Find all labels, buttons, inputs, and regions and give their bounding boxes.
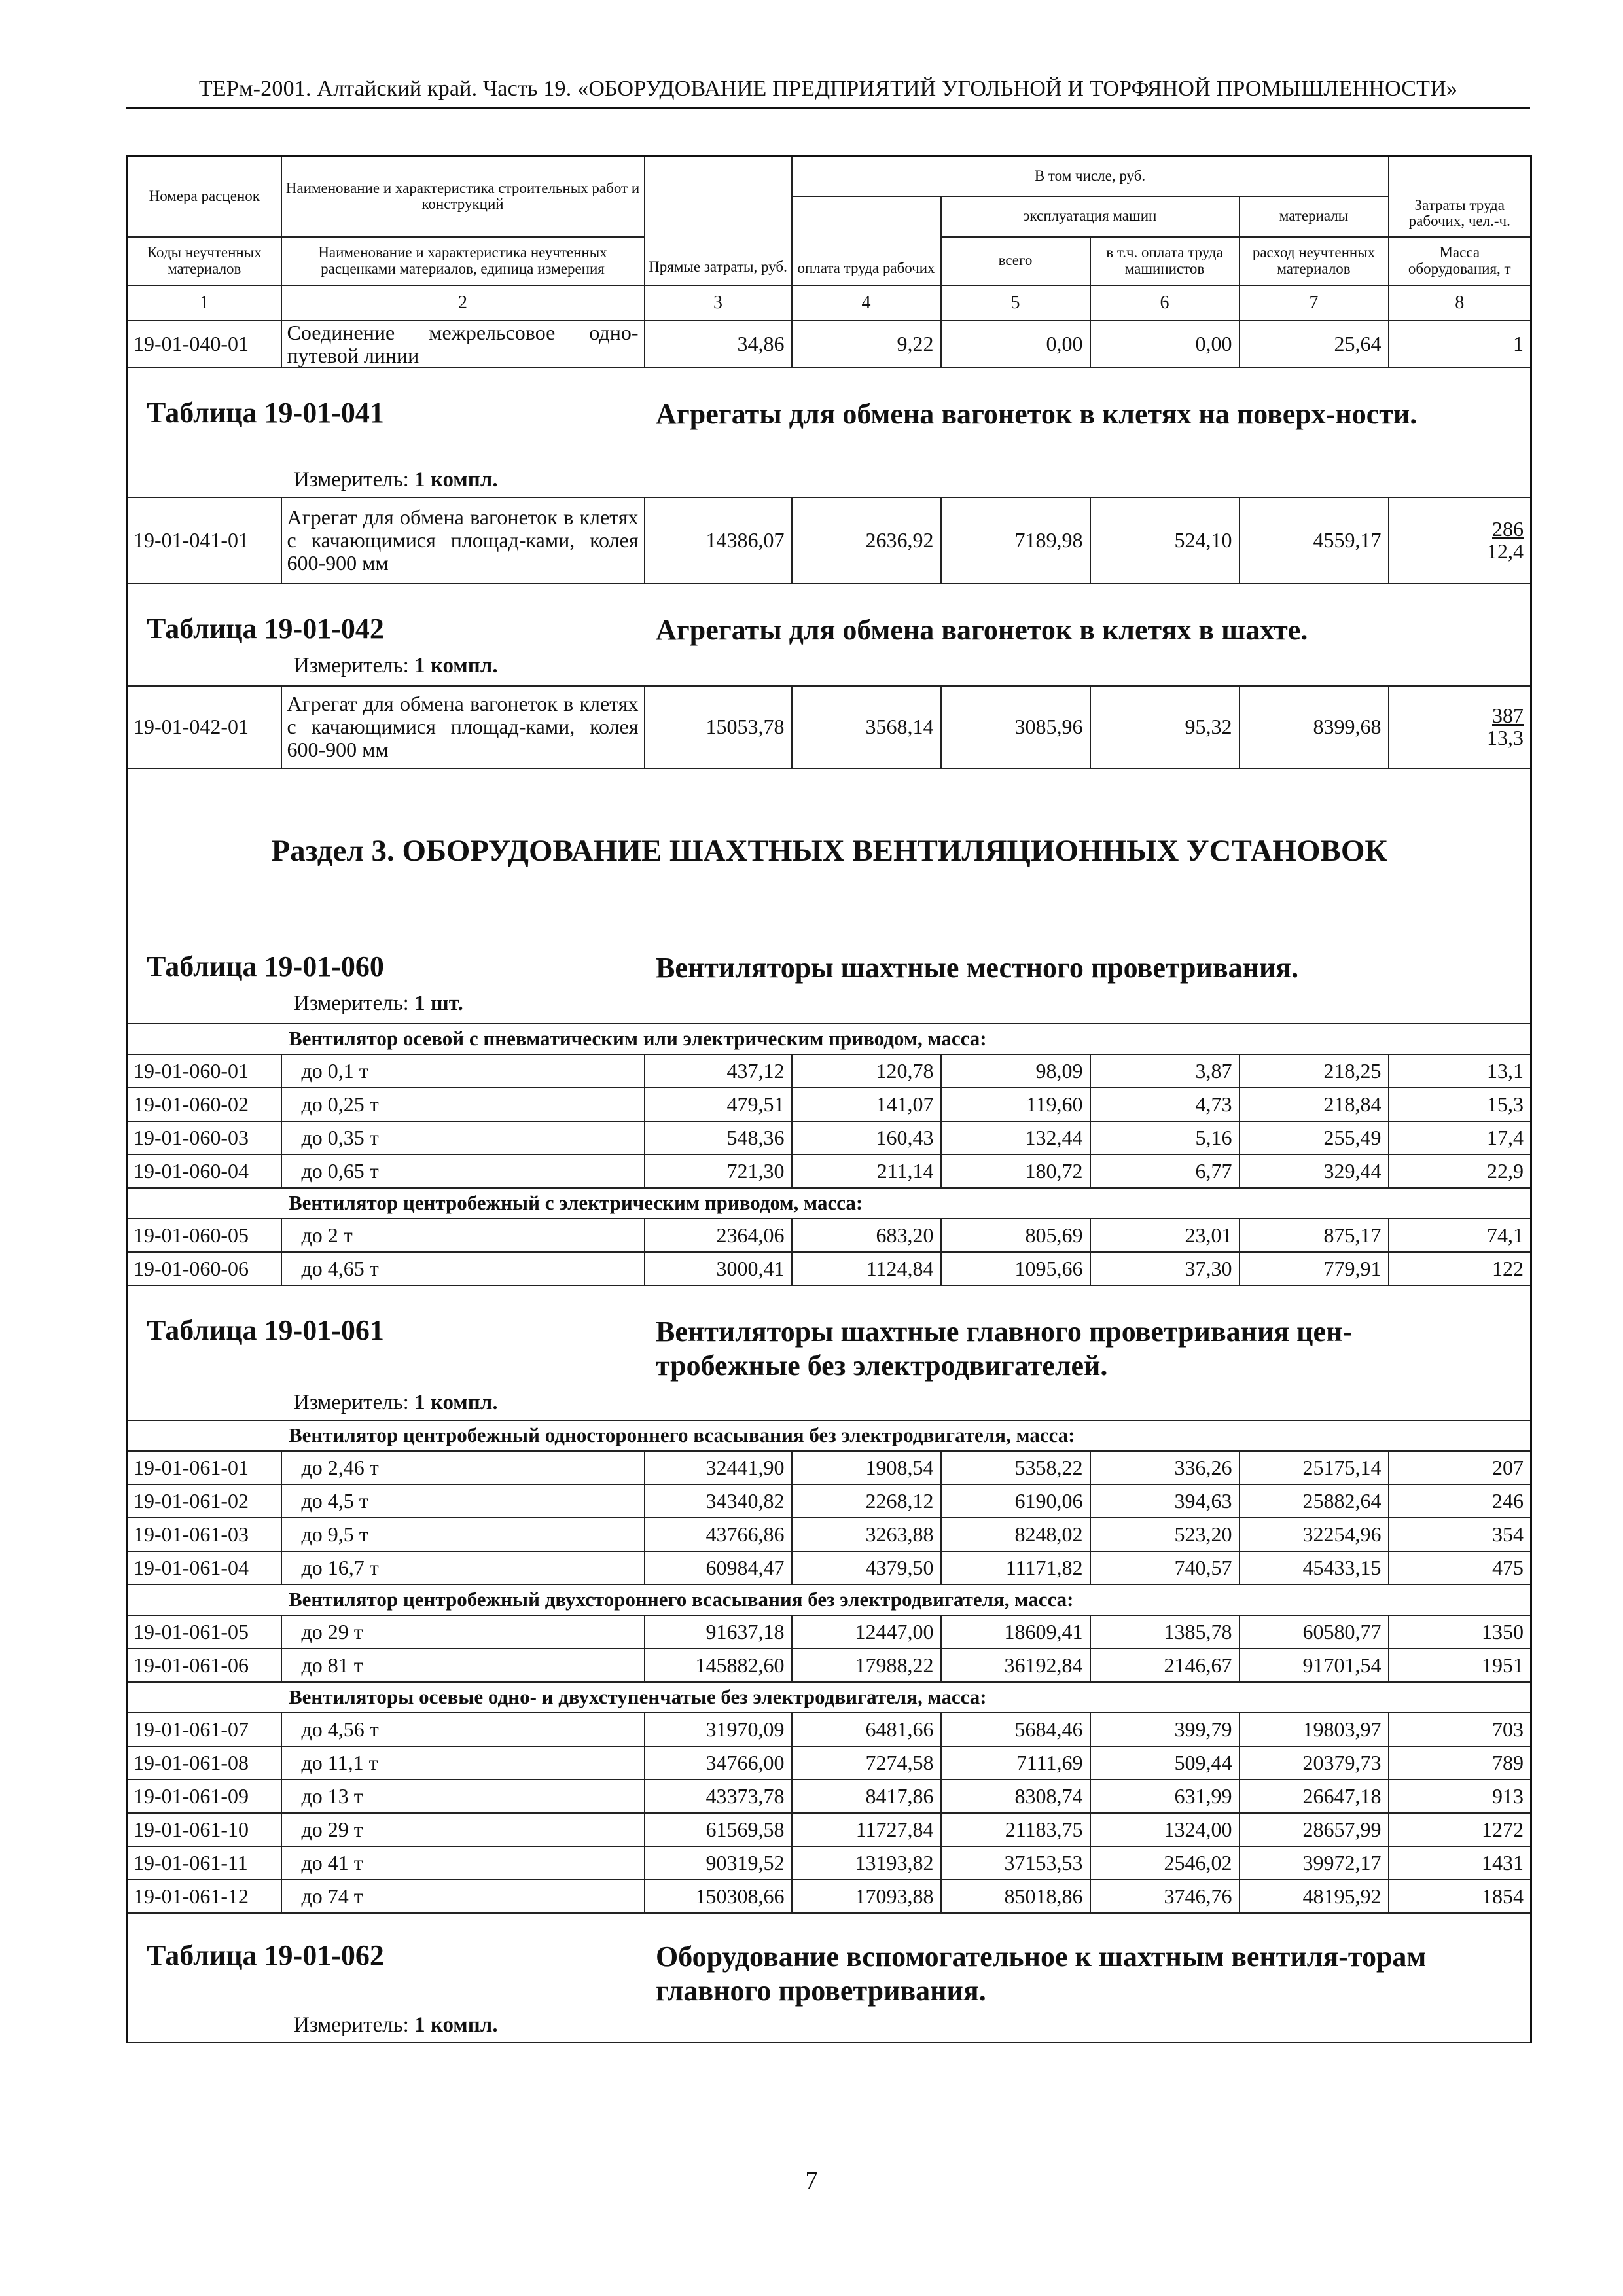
- table-row: [128, 1252, 1531, 1285]
- materials-cost: 779,91: [1240, 1252, 1389, 1285]
- materials-cost: 20379,73: [1240, 1746, 1389, 1780]
- machinists-wage: 0,00: [1090, 321, 1240, 368]
- rates-sheet: [126, 155, 1530, 2043]
- table-number: Таблица 19-01-061: [147, 1314, 384, 1346]
- rate-code: 19-01-061-01: [128, 1451, 281, 1484]
- table-row: [128, 1746, 1531, 1780]
- rate-code: 19-01-061-07: [128, 1713, 281, 1746]
- col-name-top: Наименование и характеристика строительных работ и конструкций: [281, 156, 645, 237]
- rate-name: до 11,1 т: [281, 1746, 645, 1780]
- direct-cost: 15053,78: [645, 686, 792, 768]
- labor-cost: 1350: [1389, 1615, 1531, 1649]
- table-block: [128, 368, 1531, 497]
- wage-cost: 9,22: [792, 321, 941, 368]
- direct-cost: 90319,52: [645, 1846, 792, 1880]
- rate-code: 19-01-061-09: [128, 1780, 281, 1813]
- header-rule: [126, 107, 1530, 109]
- measure-unit: Измеритель: 1 шт.: [294, 991, 463, 1015]
- machinists-wage: 394,63: [1090, 1484, 1240, 1518]
- table-row: [128, 1813, 1531, 1846]
- rate-code: 19-01-041-01: [128, 497, 281, 584]
- materials-cost: 255,49: [1240, 1121, 1389, 1155]
- labor-cost: 1272: [1389, 1813, 1531, 1846]
- labor-mass-fraction: [1389, 497, 1531, 584]
- direct-cost: 145882,60: [645, 1649, 792, 1682]
- table-title: Агрегаты для обмена вагонеток в клетях в шахте.: [656, 613, 1308, 646]
- direct-cost: 61569,58: [645, 1813, 792, 1846]
- labor-cost: 122: [1389, 1252, 1531, 1285]
- machines-cost: 7111,69: [941, 1746, 1090, 1780]
- materials-cost: 8399,68: [1240, 686, 1389, 768]
- page-number: 7: [805, 2167, 818, 2195]
- rate-name: до 0,35 т: [281, 1121, 645, 1155]
- wage-cost: 3263,88: [792, 1518, 941, 1551]
- rate-code: 19-01-060-05: [128, 1219, 281, 1252]
- machines-cost: 18609,41: [941, 1615, 1090, 1649]
- table-row: [128, 497, 1531, 584]
- wage-cost: 11727,84: [792, 1813, 941, 1846]
- rate-name: до 16,7 т: [281, 1551, 645, 1585]
- rate-name: до 0,65 т: [281, 1155, 645, 1188]
- col-labor: Затраты труда рабочих, чел.-ч.: [1389, 156, 1531, 237]
- machines-cost: 3085,96: [941, 686, 1090, 768]
- rate-name: Соединение межрельсовое одно-путевой линии: [281, 321, 645, 368]
- machinists-wage: 4,73: [1090, 1088, 1240, 1121]
- machines-cost: 6190,06: [941, 1484, 1090, 1518]
- table-row: [128, 1780, 1531, 1813]
- table-row: [128, 1846, 1531, 1880]
- machinists-wage: 23,01: [1090, 1219, 1240, 1252]
- machines-cost: 21183,75: [941, 1813, 1090, 1846]
- direct-cost: 479,51: [645, 1088, 792, 1121]
- table-row: [128, 1155, 1531, 1188]
- labor-cost: 22,9: [1389, 1155, 1531, 1188]
- direct-cost: 437,12: [645, 1054, 792, 1088]
- wage-cost: 2268,12: [792, 1484, 941, 1518]
- labor-cost: 387: [1492, 703, 1524, 727]
- labor-cost: 74,1: [1389, 1219, 1531, 1252]
- table-row: [128, 1088, 1531, 1121]
- wage-cost: 6481,66: [792, 1713, 941, 1746]
- wage-cost: 2636,92: [792, 497, 941, 584]
- materials-cost: 218,84: [1240, 1088, 1389, 1121]
- labor-cost: 17,4: [1389, 1121, 1531, 1155]
- machinists-wage: 6,77: [1090, 1155, 1240, 1188]
- machinists-wage: 336,26: [1090, 1451, 1240, 1484]
- wage-cost: 211,14: [792, 1155, 941, 1188]
- col-incl: В том числе, руб.: [792, 156, 1389, 196]
- direct-cost: 548,36: [645, 1121, 792, 1155]
- rate-code: 19-01-040-01: [128, 321, 281, 368]
- rate-name: до 2,46 т: [281, 1451, 645, 1484]
- section-block: [128, 768, 1531, 1024]
- machines-cost: 805,69: [941, 1219, 1090, 1252]
- wage-cost: 1908,54: [792, 1451, 941, 1484]
- materials-cost: 875,17: [1240, 1219, 1389, 1252]
- wage-cost: 160,43: [792, 1121, 941, 1155]
- machinists-wage: 2146,67: [1090, 1649, 1240, 1682]
- machines-cost: 1095,66: [941, 1252, 1090, 1285]
- machinists-wage: 524,10: [1090, 497, 1240, 584]
- machinists-wage: 2546,02: [1090, 1846, 1240, 1880]
- direct-cost: 150308,66: [645, 1880, 792, 1913]
- rate-code: 19-01-061-12: [128, 1880, 281, 1913]
- materials-cost: 25175,14: [1240, 1451, 1389, 1484]
- table-title: Оборудование вспомогательное к шахтным вентиля-торам главного проветривания.: [656, 1940, 1427, 2007]
- materials-cost: 39972,17: [1240, 1846, 1389, 1880]
- col-machines: эксплуатация машин: [941, 196, 1240, 237]
- col-index: 5: [941, 285, 1090, 321]
- machinists-wage: 3746,76: [1090, 1880, 1240, 1913]
- equipment-mass: 13,3: [1487, 725, 1524, 749]
- table-row: [128, 1551, 1531, 1585]
- direct-cost: 3000,41: [645, 1252, 792, 1285]
- col-index: 7: [1240, 285, 1389, 321]
- direct-cost: 34766,00: [645, 1746, 792, 1780]
- rate-code: 19-01-061-04: [128, 1551, 281, 1585]
- direct-cost: 32441,90: [645, 1451, 792, 1484]
- materials-cost: 19803,97: [1240, 1713, 1389, 1746]
- rows-group: [128, 1615, 1531, 1682]
- machinists-wage: 1385,78: [1090, 1615, 1240, 1649]
- rate-code: 19-01-061-05: [128, 1615, 281, 1649]
- measure-unit: Измеритель: 1 компл.: [294, 2013, 498, 2037]
- table-row: [128, 1451, 1531, 1484]
- machines-cost: 36192,84: [941, 1649, 1090, 1682]
- wage-cost: 17093,88: [792, 1880, 941, 1913]
- wage-cost: 683,20: [792, 1219, 941, 1252]
- equipment-mass: 12,4: [1487, 539, 1524, 563]
- rate-code: 19-01-061-02: [128, 1484, 281, 1518]
- rate-name: до 29 т: [281, 1615, 645, 1649]
- col-index: 6: [1090, 285, 1240, 321]
- col-code-top: Номера расценок: [128, 156, 281, 237]
- materials-cost: 60580,77: [1240, 1615, 1389, 1649]
- rate-name: до 74 т: [281, 1880, 645, 1913]
- rate-code: 19-01-061-11: [128, 1846, 281, 1880]
- machinists-wage: 523,20: [1090, 1518, 1240, 1551]
- machinists-wage: 37,30: [1090, 1252, 1240, 1285]
- section-title: Раздел 3. ОБОРУДОВАНИЕ ШАХТНЫХ ВЕНТИЛЯЦИОННЫХ УСТАНОВОК: [271, 833, 1387, 868]
- wage-cost: 4379,50: [792, 1551, 941, 1585]
- rate-name: до 81 т: [281, 1649, 645, 1682]
- machines-cost: 5358,22: [941, 1451, 1090, 1484]
- rows-group: [128, 1219, 1531, 1285]
- rate-code: 19-01-060-04: [128, 1155, 281, 1188]
- wage-cost: 13193,82: [792, 1846, 941, 1880]
- table-block: [128, 1285, 1531, 1420]
- labor-cost: 1: [1389, 321, 1531, 368]
- running-header: ТЕРм-2001. Алтайский край. Часть 19. «ОБОРУДОВАНИЕ ПРЕДПРИЯТИЙ УГОЛЬНОЙ И ТОРФЯНОЙ ПРОМЫШЛЕННОСТИ»: [198, 77, 1458, 101]
- table-number: Таблица 19-01-041: [147, 396, 384, 429]
- machines-cost: 8308,74: [941, 1780, 1090, 1813]
- labor-cost: 13,1: [1389, 1054, 1531, 1088]
- measure-unit: Измеритель: 1 компл.: [294, 653, 498, 677]
- direct-cost: 721,30: [645, 1155, 792, 1188]
- machinists-wage: 5,16: [1090, 1121, 1240, 1155]
- labor-cost: 703: [1389, 1713, 1531, 1746]
- wage-cost: 141,07: [792, 1088, 941, 1121]
- labor-cost: 354: [1389, 1518, 1531, 1551]
- direct-cost: 43373,78: [645, 1780, 792, 1813]
- machinists-wage: 740,57: [1090, 1551, 1240, 1585]
- col-index: 8: [1389, 285, 1531, 321]
- labor-cost: 475: [1389, 1551, 1531, 1585]
- labor-cost: 1854: [1389, 1880, 1531, 1913]
- machinists-wage: 95,32: [1090, 686, 1240, 768]
- labor-cost: 15,3: [1389, 1088, 1531, 1121]
- table-block: [128, 584, 1531, 686]
- machines-cost: 0,00: [941, 321, 1090, 368]
- table-row: [128, 1054, 1531, 1088]
- rate-code: 19-01-061-08: [128, 1746, 281, 1780]
- machinists-wage: 631,99: [1090, 1780, 1240, 1813]
- direct-cost: 31970,09: [645, 1713, 792, 1746]
- machines-cost: 132,44: [941, 1121, 1090, 1155]
- machinists-wage: 1324,00: [1090, 1813, 1240, 1846]
- table-row: [128, 1713, 1531, 1746]
- table-row: [128, 1880, 1531, 1913]
- rate-code: 19-01-060-03: [128, 1121, 281, 1155]
- direct-cost: 14386,07: [645, 497, 792, 584]
- table-header: [128, 156, 1531, 321]
- col-mass: Масса оборудования, т: [1389, 237, 1531, 285]
- col-materials: материалы: [1240, 196, 1389, 237]
- table-title: Агрегаты для обмена вагонеток в клетях на поверх-ности.: [656, 397, 1418, 430]
- wage-cost: 12447,00: [792, 1615, 941, 1649]
- wage-cost: 8417,86: [792, 1780, 941, 1813]
- machines-cost: 119,60: [941, 1088, 1090, 1121]
- labor-cost: 1951: [1389, 1649, 1531, 1682]
- col-machines-total: всего: [941, 237, 1090, 285]
- rate-code: 19-01-060-06: [128, 1252, 281, 1285]
- materials-cost: 329,44: [1240, 1155, 1389, 1188]
- machines-cost: 98,09: [941, 1054, 1090, 1088]
- rate-name: Агрегат для обмена вагонеток в клетях с качающимися площад-ками, колея 600-900 мм: [281, 497, 645, 584]
- table-number: Таблица 19-01-042: [147, 612, 384, 645]
- col-direct: Прямые затраты, руб.: [645, 156, 792, 285]
- rows-group: [128, 1713, 1531, 1913]
- wage-cost: 17988,22: [792, 1649, 941, 1682]
- labor-cost: 1431: [1389, 1846, 1531, 1880]
- labor-mass-fraction: [1389, 686, 1531, 768]
- col-code-bottom: Коды неучтенных материалов: [128, 237, 281, 285]
- machines-cost: 8248,02: [941, 1518, 1090, 1551]
- labor-cost: 207: [1389, 1451, 1531, 1484]
- wage-cost: 1124,84: [792, 1252, 941, 1285]
- direct-cost: 34,86: [645, 321, 792, 368]
- materials-cost: 26647,18: [1240, 1780, 1389, 1813]
- col-machines-wage: в т.ч. оплата труда машинистов: [1090, 237, 1240, 285]
- rate-name: до 4,56 т: [281, 1713, 645, 1746]
- rate-name: до 0,25 т: [281, 1088, 645, 1121]
- table-body: [128, 321, 1531, 1054]
- col-name-bottom: Наименование и характеристика неучтенных расценками материалов, единица измерения: [281, 237, 645, 285]
- table-row: [128, 1649, 1531, 1682]
- table-number: Таблица 19-01-062: [147, 1939, 384, 1971]
- machines-cost: 11171,82: [941, 1551, 1090, 1585]
- materials-cost: 45433,15: [1240, 1551, 1389, 1585]
- rows-group: [128, 1451, 1531, 1585]
- rate-name: до 9,5 т: [281, 1518, 645, 1551]
- rate-name: до 41 т: [281, 1846, 645, 1880]
- table-number: Таблица 19-01-060: [147, 950, 384, 982]
- table-row: [128, 1484, 1531, 1518]
- subgroup-heading: Вентилятор центробежный с электрическим приводом, масса:: [128, 1188, 1531, 1219]
- subgroup-heading: Вентилятор центробежный двухстороннего всасывания без электродвигателя, масса:: [128, 1585, 1531, 1615]
- machinists-wage: 399,79: [1090, 1713, 1240, 1746]
- direct-cost: 91637,18: [645, 1615, 792, 1649]
- wage-cost: 120,78: [792, 1054, 941, 1088]
- labor-cost: 913: [1389, 1780, 1531, 1813]
- materials-cost: 91701,54: [1240, 1649, 1389, 1682]
- direct-cost: 34340,82: [645, 1484, 792, 1518]
- rows-group: [128, 1054, 1531, 1188]
- subgroup-heading: Вентилятор осевой с пневматическим или электрическим приводом, масса:: [128, 1024, 1531, 1054]
- machines-cost: 37153,53: [941, 1846, 1090, 1880]
- rate-name: до 29 т: [281, 1813, 645, 1846]
- measure-unit: Измеритель: 1 компл.: [294, 1390, 498, 1414]
- labor-cost: 789: [1389, 1746, 1531, 1780]
- measure-unit: Измеритель: 1 компл.: [294, 467, 498, 492]
- materials-cost: 4559,17: [1240, 497, 1389, 584]
- rate-code: 19-01-061-10: [128, 1813, 281, 1846]
- rate-code: 19-01-061-03: [128, 1518, 281, 1551]
- rate-code: 19-01-061-06: [128, 1649, 281, 1682]
- rate-name: до 13 т: [281, 1780, 645, 1813]
- subgroup-heading: Вентилятор центробежный одностороннего всасывания без электродвигателя, масса:: [128, 1420, 1531, 1451]
- table-title: Вентиляторы шахтные главного проветривания цен-тробежные без электродвигателей.: [656, 1315, 1353, 1382]
- rates-table: [126, 155, 1532, 2043]
- table-row: [128, 321, 1531, 368]
- machines-cost: 7189,98: [941, 497, 1090, 584]
- table-block: [128, 1913, 1531, 2043]
- table-title: Вентиляторы шахтные местного проветривания.: [656, 951, 1299, 984]
- table-row: [128, 1615, 1531, 1649]
- rate-name: до 2 т: [281, 1219, 645, 1252]
- materials-cost: 25882,64: [1240, 1484, 1389, 1518]
- labor-cost: 286: [1492, 516, 1524, 541]
- col-index: 2: [281, 285, 645, 321]
- machinists-wage: 3,87: [1090, 1054, 1240, 1088]
- materials-cost: 32254,96: [1240, 1518, 1389, 1551]
- direct-cost: 2364,06: [645, 1219, 792, 1252]
- machinists-wage: 509,44: [1090, 1746, 1240, 1780]
- col-wage: оплата труда рабочих: [792, 196, 941, 285]
- labor-cost: 246: [1389, 1484, 1531, 1518]
- machines-cost: 5684,46: [941, 1713, 1090, 1746]
- materials-cost: 218,25: [1240, 1054, 1389, 1088]
- table-row: [128, 686, 1531, 768]
- subgroup-heading: Вентиляторы осевые одно- и двухступенчатые без электродвигателя, масса:: [128, 1682, 1531, 1713]
- col-index: 3: [645, 285, 792, 321]
- table-row: [128, 1219, 1531, 1252]
- rate-name: до 0,1 т: [281, 1054, 645, 1088]
- col-materials-use: расход неучтенных материалов: [1240, 237, 1389, 285]
- machines-cost: 85018,86: [941, 1880, 1090, 1913]
- rate-code: 19-01-060-01: [128, 1054, 281, 1088]
- machines-cost: 180,72: [941, 1155, 1090, 1188]
- rate-code: 19-01-060-02: [128, 1088, 281, 1121]
- rate-name: до 4,5 т: [281, 1484, 645, 1518]
- rate-name: до 4,65 т: [281, 1252, 645, 1285]
- col-index: 4: [792, 285, 941, 321]
- direct-cost: 60984,47: [645, 1551, 792, 1585]
- direct-cost: 43766,86: [645, 1518, 792, 1551]
- wage-cost: 3568,14: [792, 686, 941, 768]
- wage-cost: 7274,58: [792, 1746, 941, 1780]
- materials-cost: 28657,99: [1240, 1813, 1389, 1846]
- materials-cost: 25,64: [1240, 321, 1389, 368]
- rate-name: Агрегат для обмена вагонеток в клетях с качающимися площад-ками, колея 600-900 мм: [281, 686, 645, 768]
- rate-code: 19-01-042-01: [128, 686, 281, 768]
- col-index: 1: [128, 285, 281, 321]
- table-row: [128, 1518, 1531, 1551]
- table-row: [128, 1121, 1531, 1155]
- materials-cost: 48195,92: [1240, 1880, 1389, 1913]
